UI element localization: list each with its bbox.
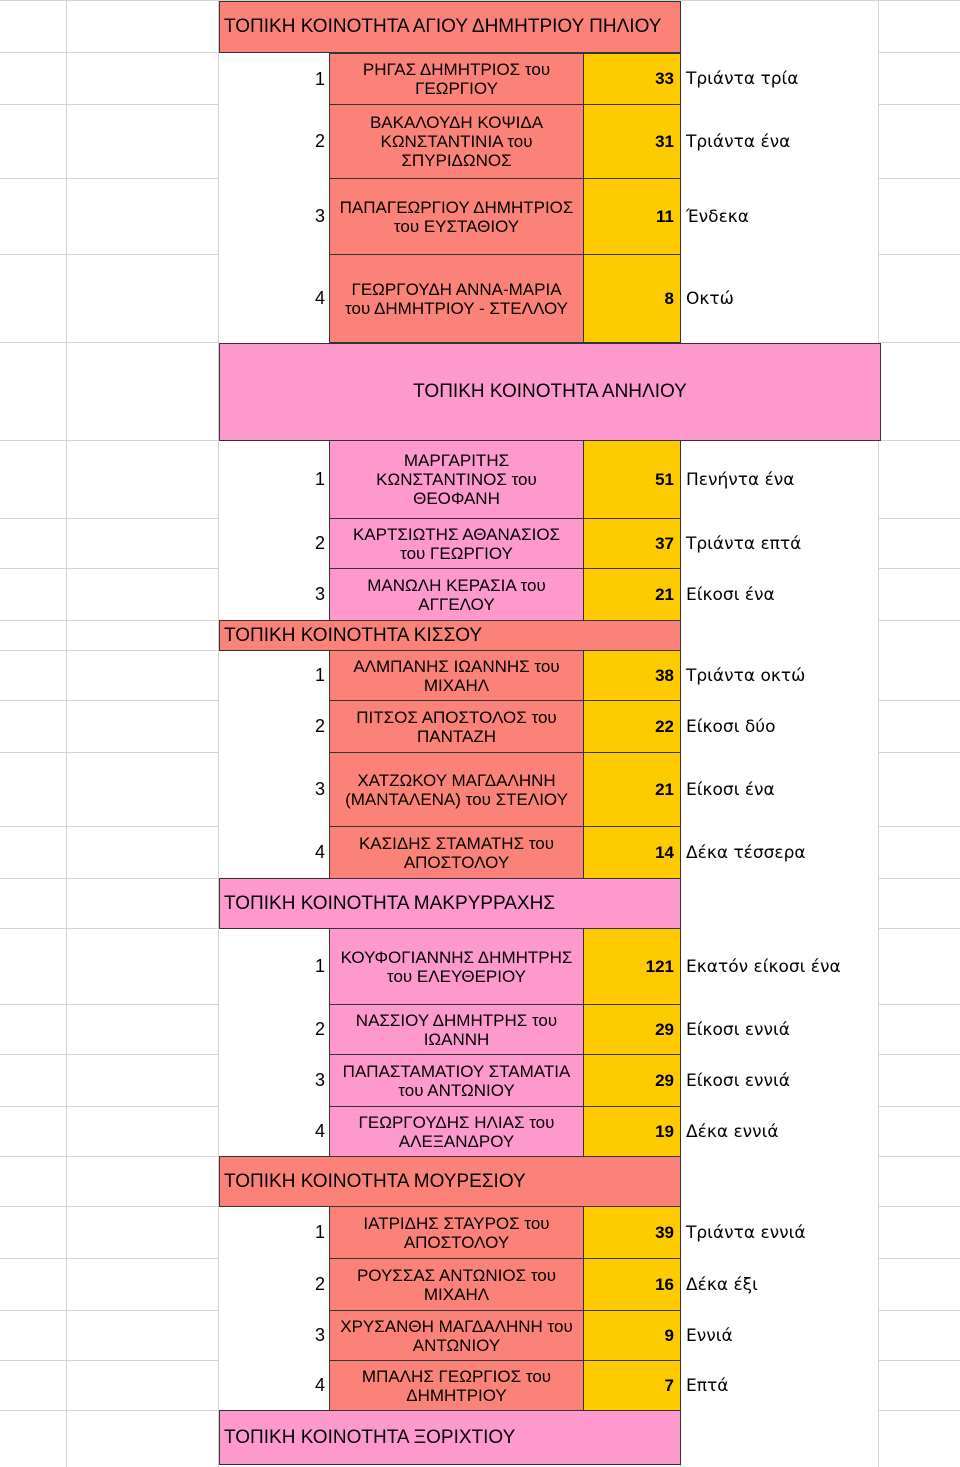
section-header: ΤΟΠΙΚΗ ΚΟΙΝΟΤΗΤΑ ΚΙΣΣΟΥ — [219, 620, 681, 651]
candidate-votes: 16 — [583, 1258, 681, 1311]
candidate-rank: 1 — [314, 68, 325, 89]
section-header: ΤΟΠΙΚΗ ΚΟΙΝΟΤΗΤΑ ΜΑΚΡΥΡΡΑΧΗΣ — [219, 878, 681, 929]
candidate-rank: 4 — [314, 842, 325, 862]
section-header: ΤΟΠΙΚΗ ΚΟΙΝΟΤΗΤΑ ΑΝΗΛΙΟΥ — [219, 343, 881, 441]
candidate-votes: 121 — [583, 928, 681, 1005]
candidate-name: ΧΑΤΖΩΚΟΥ ΜΑΓΔΑΛΗΝΗ (ΜΑΝΤΑΛΕΝΑ) του ΣΤΕΛΙΟΥ — [329, 752, 584, 827]
candidate-votes: 22 — [583, 700, 681, 753]
candidate-rank: 3 — [314, 779, 325, 799]
candidate-rank: 3 — [314, 206, 325, 226]
candidate-votes-words: Είκοσι ένα — [686, 779, 775, 800]
candidate-rank: 2 — [314, 533, 325, 553]
candidate-votes-words: Εκατόν είκοσι ένα — [686, 956, 841, 977]
candidate-votes: 29 — [583, 1004, 681, 1055]
candidate-name: ΜΑΝΩΛΗ ΚΕΡΑΣΙΑ του ΑΓΓΕΛΟΥ — [329, 568, 584, 621]
candidate-votes: 7 — [583, 1360, 681, 1411]
candidate-name: ΡΟΥΣΣΑΣ ΑΝΤΩΝΙΟΣ του ΜΙΧΑΗΛ — [329, 1258, 584, 1311]
candidate-votes: 38 — [583, 650, 681, 701]
candidate-rank: 1 — [314, 956, 325, 976]
candidate-votes-words: Τριάντα επτά — [686, 533, 802, 554]
candidate-rank: 1 — [314, 1222, 325, 1242]
candidate-rank: 4 — [314, 1121, 325, 1141]
section-header: ΤΟΠΙΚΗ ΚΟΙΝΟΤΗΤΑ ΞΟΡΙΧΤΙΟΥ — [219, 1410, 681, 1465]
candidate-votes-words: Είκοσι δύο — [686, 716, 776, 737]
candidate-name: ΠΙΤΣΟΣ ΑΠΟΣΤΟΛΟΣ του ΠΑΝΤΑΖΗ — [329, 700, 584, 753]
candidate-name: ΒΑΚΑΛΟΥΔΗ ΚΟΨΙΔΑ ΚΩΝΣΤΑΝΤΙΝΙΑ του ΣΠΥΡΙΔΩΝΟΣ — [329, 104, 584, 179]
section-header: ΤΟΠΙΚΗ ΚΟΙΝΟΤΗΤΑ ΑΓΙΟΥ ΔΗΜΗΤΡΙΟΥ ΠΗΛΙΟΥ — [219, 1, 681, 53]
candidate-name: ΠΑΠΑΓΕΩΡΓΙΟΥ ΔΗΜΗΤΡΙΟΣ του ΕΥΣΤΑΘΙΟΥ — [329, 178, 584, 255]
candidate-votes: 33 — [583, 53, 681, 105]
candidate-votes-words: Τριάντα τρία — [686, 69, 799, 89]
candidate-name: ΚΟΥΦΟΓΙΑΝΝΗΣ ΔΗΜΗΤΡΗΣ του ΕΛΕΥΘΕΡΙΟΥ — [329, 928, 584, 1005]
candidate-votes-words: Επτά — [686, 1375, 729, 1396]
section-header: ΤΟΠΙΚΗ ΚΟΙΝΟΤΗΤΑ ΜΟΥΡΕΣΙΟΥ — [219, 1156, 681, 1207]
candidate-votes: 8 — [583, 254, 681, 343]
candidate-votes: 31 — [583, 104, 681, 179]
candidate-name: ΓΕΩΡΓΟΥΔΗ ΑΝΝΑ-ΜΑΡΙΑ του ΔΗΜΗΤΡΙΟΥ - ΣΤΕΛΛΟΥ — [329, 254, 584, 343]
candidate-votes-words: Εννιά — [686, 1325, 733, 1346]
candidate-votes-words: Τριάντα εννιά — [686, 1222, 806, 1243]
candidate-name: ΠΑΠΑΣΤΑΜΑΤΙΟΥ ΣΤΑΜΑΤΙΑ του ΑΝΤΩΝΙΟΥ — [329, 1054, 584, 1107]
candidate-votes-words: Δέκα έξι — [686, 1274, 758, 1295]
candidate-name: ΙΑΤΡΙΔΗΣ ΣΤΑΥΡΟΣ του ΑΠΟΣΤΟΛΟΥ — [329, 1206, 584, 1259]
candidate-votes: 39 — [583, 1206, 681, 1259]
candidate-rank: 1 — [314, 665, 325, 685]
candidate-rank: 2 — [314, 716, 325, 736]
candidate-rank: 2 — [314, 1274, 325, 1294]
candidate-votes: 29 — [583, 1054, 681, 1107]
candidate-rank: 2 — [314, 131, 325, 151]
candidate-name: ΝΑΣΣΙΟΥ ΔΗΜΗΤΡΗΣ του ΙΩΑΝΝΗ — [329, 1004, 584, 1055]
candidate-rank: 3 — [314, 584, 325, 604]
candidate-votes: 19 — [583, 1106, 681, 1157]
candidate-votes: 37 — [583, 518, 681, 569]
candidate-votes-words: Τριάντα ένα — [686, 131, 791, 152]
candidate-name: ΚΑΡΤΣΙΩΤΗΣ ΑΘΑΝΑΣΙΟΣ του ΓΕΩΡΓΙΟΥ — [329, 518, 584, 569]
candidate-votes: 21 — [583, 752, 681, 827]
candidate-votes-words: Είκοσι εννιά — [686, 1070, 790, 1091]
candidate-name: ΧΡΥΣΑΝΘΗ ΜΑΓΔΑΛΗΝΗ του ΑΝΤΩΝΙΟΥ — [329, 1310, 584, 1361]
candidate-name: ΜΠΑΛΗΣ ΓΕΩΡΓΙΟΣ του ΔΗΜΗΤΡΙΟΥ — [329, 1360, 584, 1411]
candidate-votes-words: Είκοσι ένα — [686, 584, 775, 605]
candidate-votes-words: Είκοσι εννιά — [686, 1019, 790, 1040]
candidate-rank: 4 — [314, 1375, 325, 1395]
candidate-name: ΓΕΩΡΓΟΥΔΗΣ ΗΛΙΑΣ του ΑΛΕΞΑΝΔΡΟΥ — [329, 1106, 584, 1157]
candidate-votes: 9 — [583, 1310, 681, 1361]
candidate-name: ΡΗΓΑΣ ΔΗΜΗΤΡΙΟΣ του ΓΕΩΡΓΙΟΥ — [329, 53, 584, 105]
candidate-votes: 51 — [583, 440, 681, 519]
candidate-votes-words: Τριάντα οκτώ — [686, 665, 806, 686]
candidate-rank: 3 — [314, 1325, 325, 1345]
candidate-votes-words: Οκτώ — [686, 288, 734, 309]
candidate-votes-words: Δέκα τέσσερα — [686, 842, 806, 863]
candidate-rank: 3 — [314, 1070, 325, 1090]
candidate-rank: 2 — [314, 1019, 325, 1039]
candidate-votes-words: Δέκα εννιά — [686, 1121, 779, 1142]
candidate-votes: 11 — [583, 178, 681, 255]
candidate-name: ΑΛΜΠΑΝΗΣ ΙΩΑΝΝΗΣ του ΜΙΧΑΗΛ — [329, 650, 584, 701]
candidate-rank: 1 — [314, 469, 325, 489]
candidate-name: ΚΑΣΙΔΗΣ ΣΤΑΜΑΤΗΣ του ΑΠΟΣΤΟΛΟΥ — [329, 826, 584, 879]
candidate-votes-words: Ένδεκα — [686, 206, 749, 227]
candidate-rank: 4 — [314, 288, 325, 308]
candidate-votes-words: Πενήντα ένα — [686, 469, 795, 490]
candidate-name: ΜΑΡΓΑΡΙΤΗΣ ΚΩΝΣΤΑΝΤΙΝΟΣ του ΘΕΟΦΑΝΗ — [329, 440, 584, 519]
candidate-votes: 14 — [583, 826, 681, 879]
candidate-votes: 21 — [583, 568, 681, 621]
